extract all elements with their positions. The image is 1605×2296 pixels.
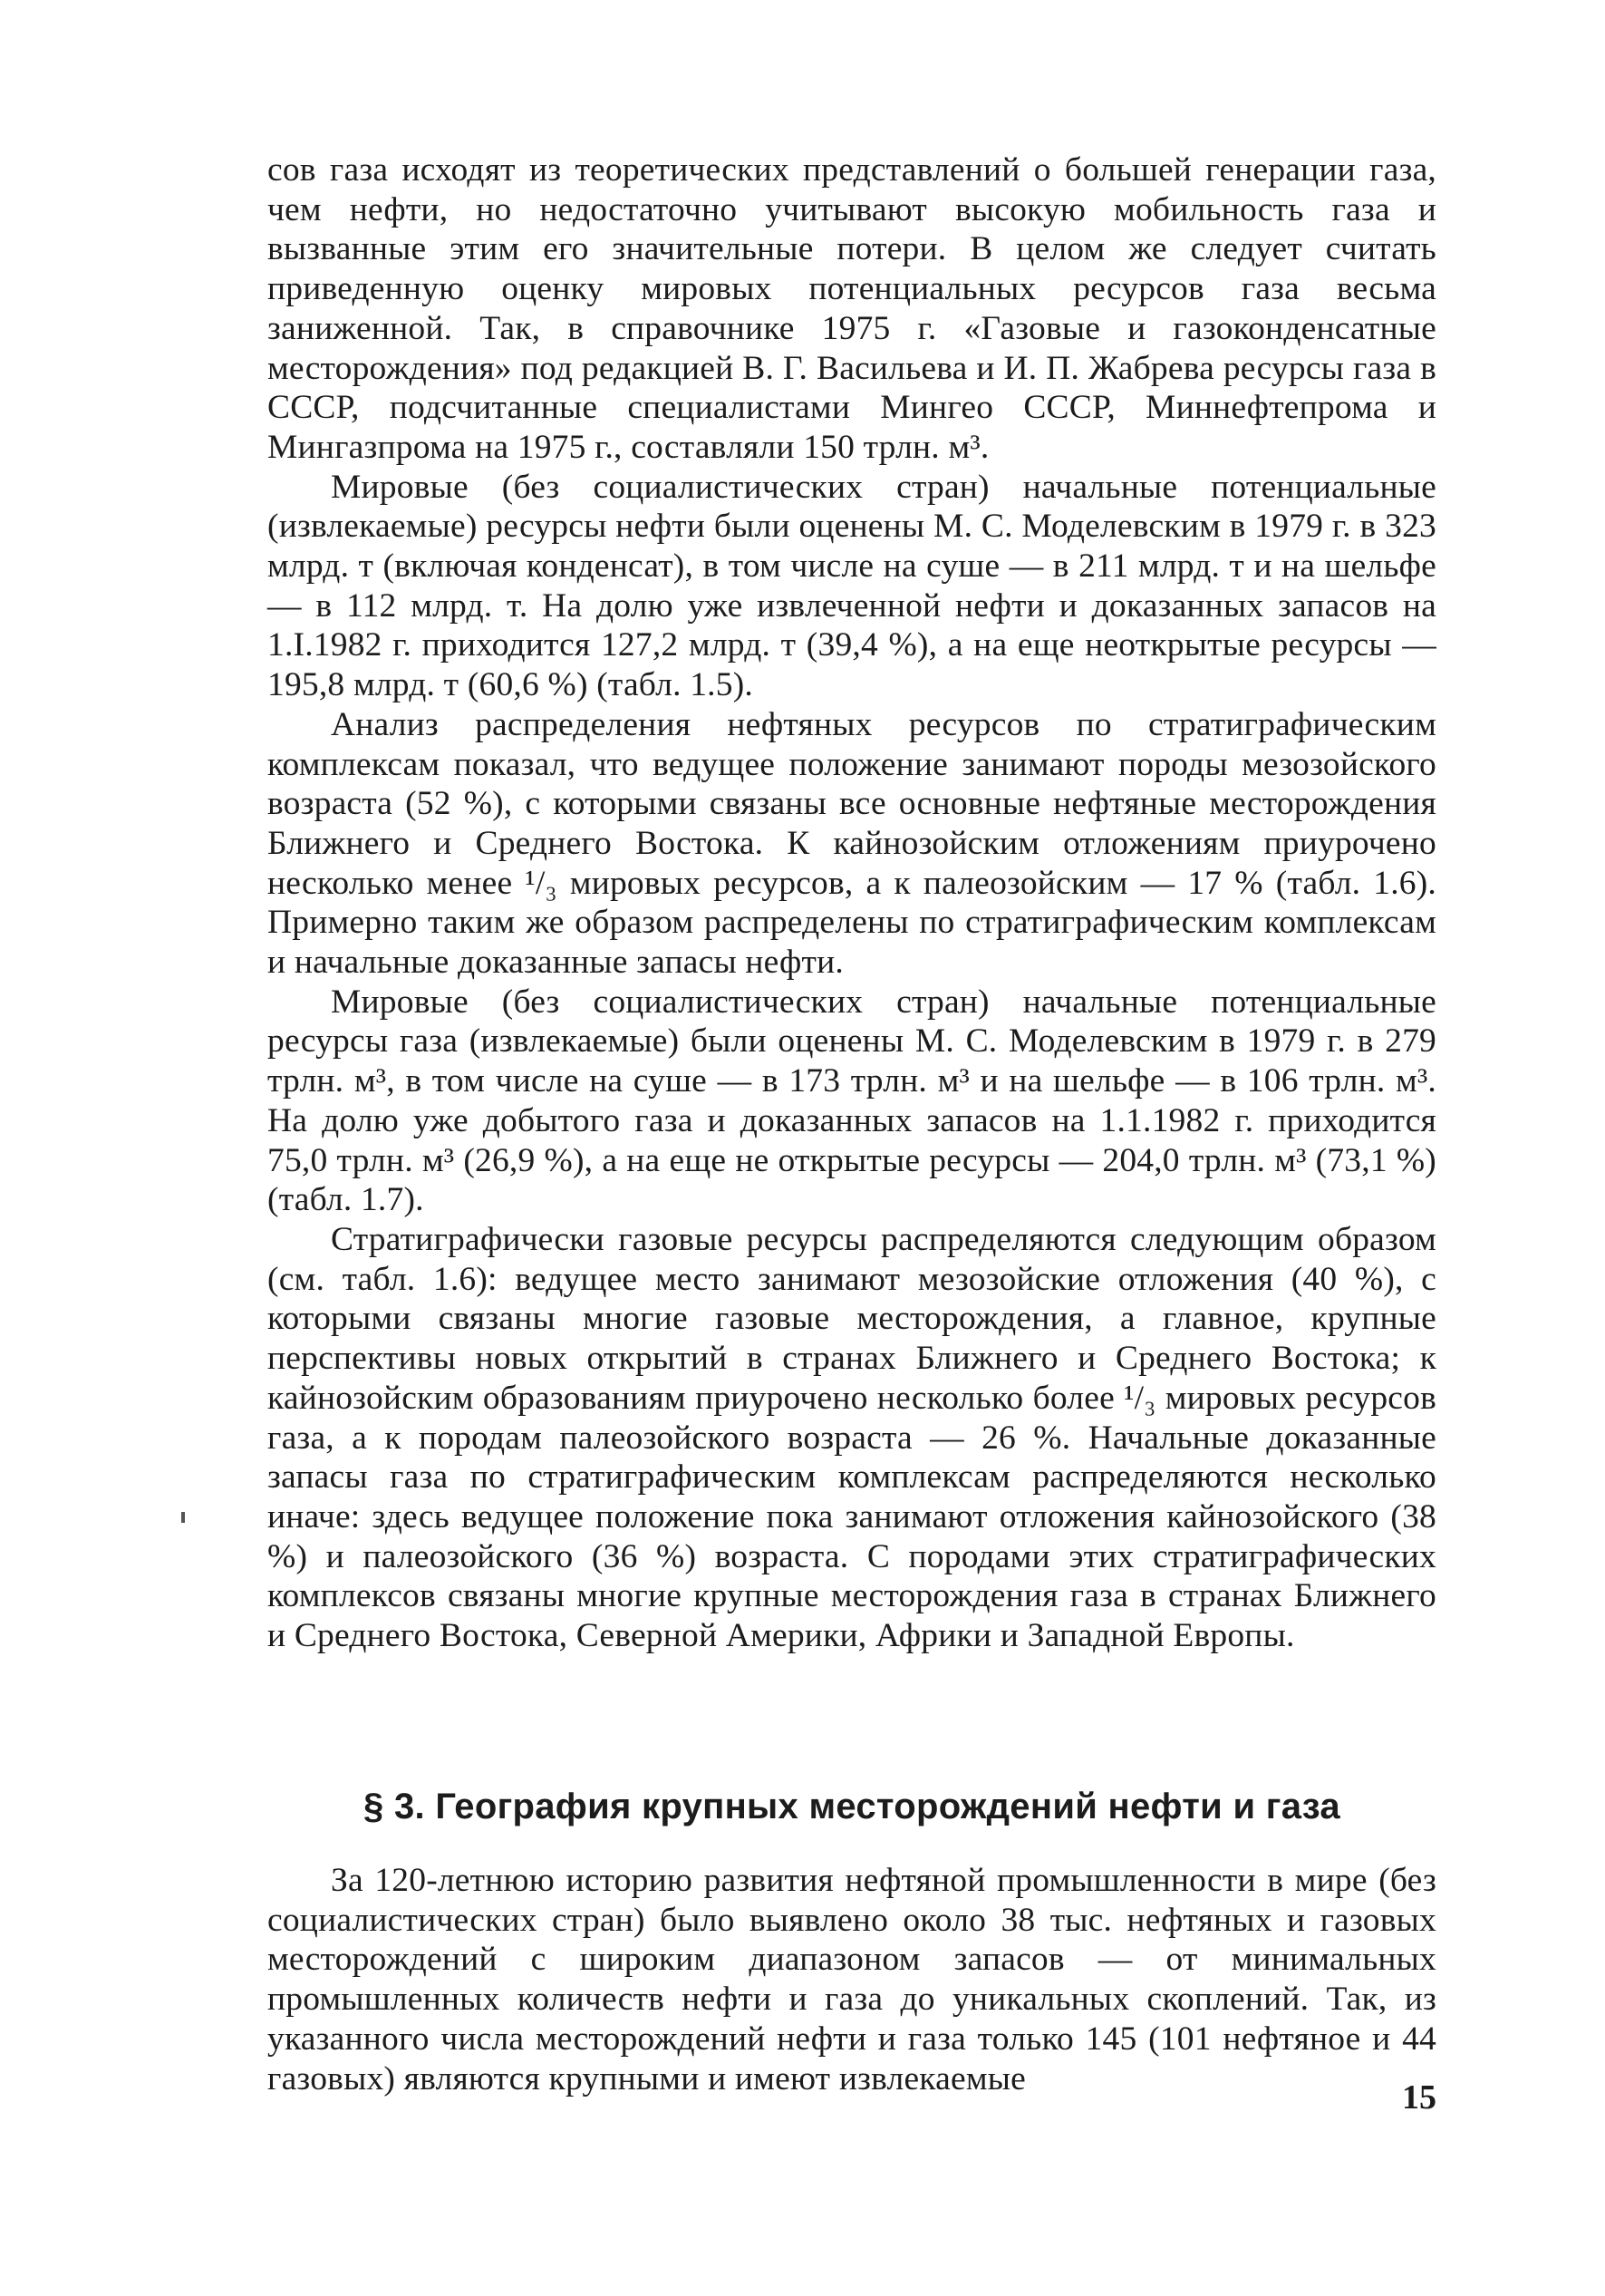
paragraph-field-history: За 120-летнюю историю развития нефтяной промышленности в мире (без социалистических стран) было выявлено около 38 тыс. нефтяных и газовых месторождений с широким диапазоном запасов — от минимальных промышленных количеств нефти и газа до уникальных скоплений. Так, из указанного числа месторождений нефти и газа только 145 (101 нефтяное и 44 газовых) являются крупными и имеют извлекаемые xyxy=(267,1862,1436,2097)
paragraph-oil-resources: Мировые (без социалистических стран) начальные потенциальные (извлекаемые) ресурсы нефти были оценены М. С. Моделевским в 1979 г. в 323 млрд. т (включая конденсат), в том числе на суше — в 211 млрд. т и на шельфе — в 112 млрд. т. На долю уже извлеченной нефти и доказанных запасов на 1.I.1982 г. приходится 127,2 млрд. т (39,4 %), а на еще неоткрытые ресурсы — 195,8 млрд. т (60,6 %) (табл. 1.5). xyxy=(267,468,1436,704)
paragraph-continuation: сов газа исходят из теоретических представлений о большей генерации газа, чем нефти, но недостаточно учитывают высокую мобильность газа и вызванные этим его значительные потери. В целом же следует считать приведенную оценку мировых потенциальных ресурсов газа весьма заниженной. Так, в справочнике 1975 г. «Газовые и газоконденсатные месторождения» под редакцией В. Г. Васильева и И. П. Жабрева ресурсы газа в СССР, подсчитанные специалистами Мингео СССР, Миннефтепрома и Мингазпрома на 1975 г., составляли 150 трлн. м³. xyxy=(267,151,1436,466)
paragraph-oil-stratigraphy: Анализ распределения нефтяных ресурсов по стратиграфическим комплексам показал, что ведущее положение занимают породы мезозойского возраста (52 %), с которыми связаны все основные нефтяные месторождения Ближнего и Среднего Востока. К кайнозойским отложениям приурочено несколько менее ¹/₃ мировых ресурсов, а к палеозойским — 17 % (табл. 1.6). Примерно таким же образом распределены по стратиграфическим комплексам и начальные доказанные запасы нефти. xyxy=(267,705,1436,982)
paragraph-gas-resources: Мировые (без социалистических стран) начальные потенциальные ресурсы газа (извлекаемые) были оценены М. С. Моделевским в 1979 г. в 279 трлн. м³, в том числе на суше — в 173 трлн. м³ и на шельфе — в 106 трлн. м³. На долю уже добытого газа и доказанных запасов на 1.1.1982 г. приходится 75,0 трлн. м³ (26,9 %), а на еще не открытые ресурсы — 204,0 трлн. м³ (73,1 %) (табл. 1.7). xyxy=(267,983,1436,1219)
section-heading: § 3. География крупных месторождений нефти и газа xyxy=(363,1787,1340,1826)
scan-speck xyxy=(181,1512,185,1523)
body-text-top xyxy=(267,150,1436,1656)
body-text-bottom xyxy=(267,1861,1436,2098)
paragraph-gas-stratigraphy: Стратиграфически газовые ресурсы распределяются следующим образом (см. табл. 1.6): ведущее место занимают мезозойские отложения (40 %), с которыми связаны многие газовые месторождения, а главное, крупные перспективы новых открытий в странах Ближнего и Среднего Востока; к кайнозойским образованиям приурочено несколько более ¹/₃ мировых ресурсов газа, а к породам палеозойского возраста — 26 %. Начальные доказанные запасы газа по стратиграфическим комплексам распределяются несколько иначе: здесь ведущее положение пока занимают отложения кайнозойского (38 %) и палеозойского (36 %) возраста. С породами этих стратиграфических комплексов связаны многие крупные месторождения газа в странах Ближнего и Среднего Востока, Северной Америки, Африки и Западной Европы. xyxy=(267,1220,1436,1655)
page-number: 15 xyxy=(1402,2078,1436,2117)
